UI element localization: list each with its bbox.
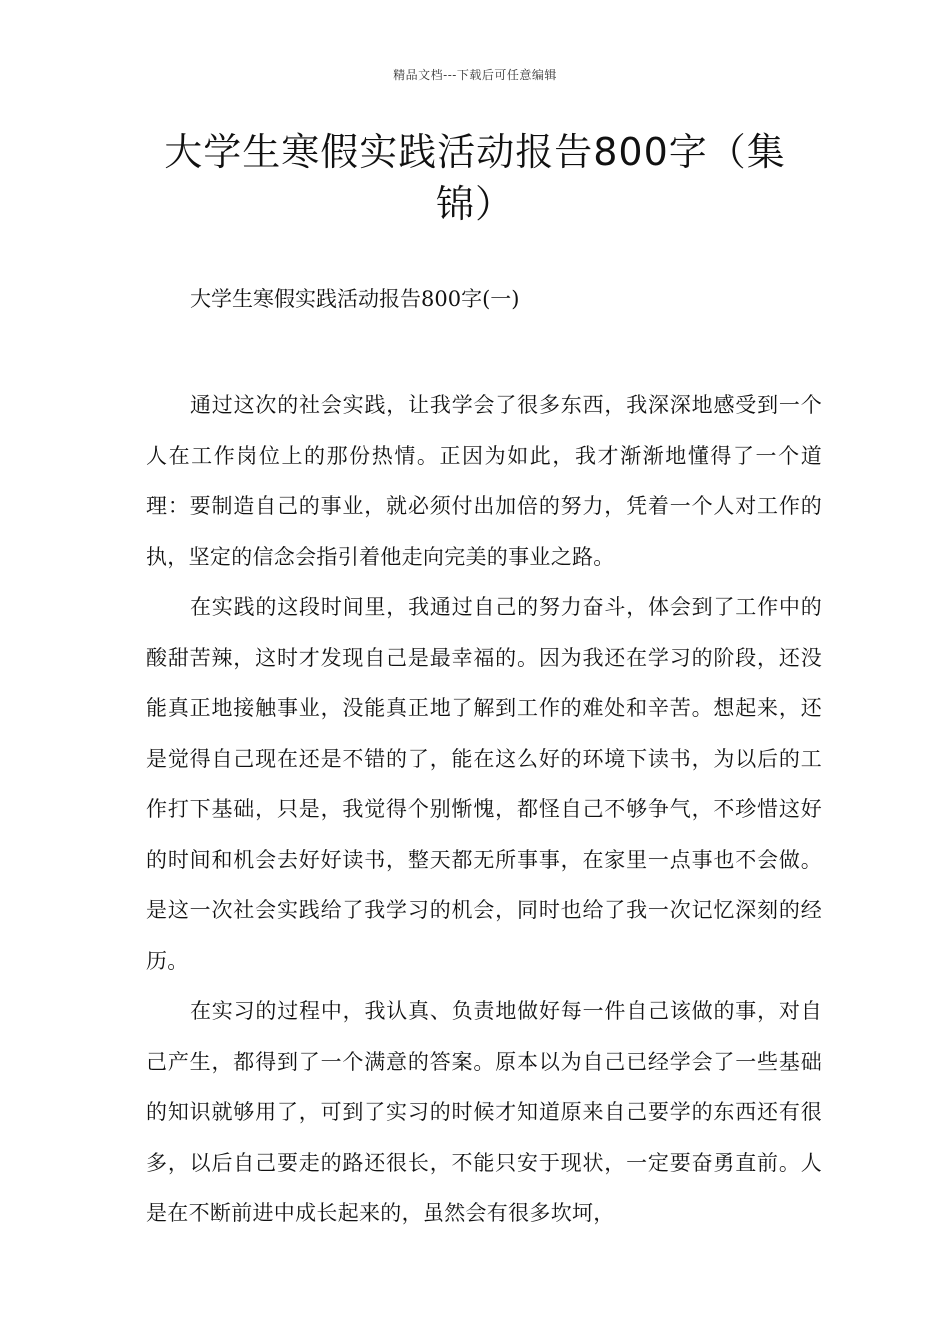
paragraph-3: 在实习的过程中，我认真、负责地做好每一件自己该做的事，对自己产生，都得到了一个满意的答案。原本以为自己已经学会了一些基础的知识就够用了，可到了实习的时候才知道原来自己要学的东西还有很多，以后自己要走的路还很长，不能只安于现状，一定要奋勇直前。人是在不断前进中成长起来的，虽然会有很多坎坷， (146, 999, 822, 1225)
document-body (146, 380, 822, 1239)
paragraph-2: 在实践的这段时间里，我通过自己的努力奋斗，体会到了工作中的酸甜苦辣，这时才发现自己是最幸福的。因为我还在学习的阶段，还没能真正地接触事业，没能真正地了解到工作的难处和辛苦。想起来，还是觉得自己现在还是不错的了，能在这么好的环境下读书，为以后的工作打下基础，只是，我觉得个别惭愧，都怪自己不够争气，不珍惜这好的时间和机会去好好读书，整天都无所事事，在家里一点事也不会做。是这一次社会实践给了我学习的机会，同时也给了我一次记忆深刻的经历。 (146, 595, 822, 973)
section-subtitle: 大学生寒假实践活动报告800字(一) (190, 287, 520, 311)
document-title: 大学生寒假实践活动报告800字（集锦） (164, 130, 786, 226)
header-note: 精品文档---下载后可任意编辑 (393, 68, 557, 82)
paragraph-1: 通过这次的社会实践，让我学会了很多东西，我深深地感受到一个人在工作岗位上的那份热情。正因为如此，我才渐渐地懂得了一个道理：要制造自己的事业，就必须付出加倍的努力，凭着一个人对工作的执，坚定的信念会指引着他走向完美的事业之路。 (146, 393, 822, 569)
